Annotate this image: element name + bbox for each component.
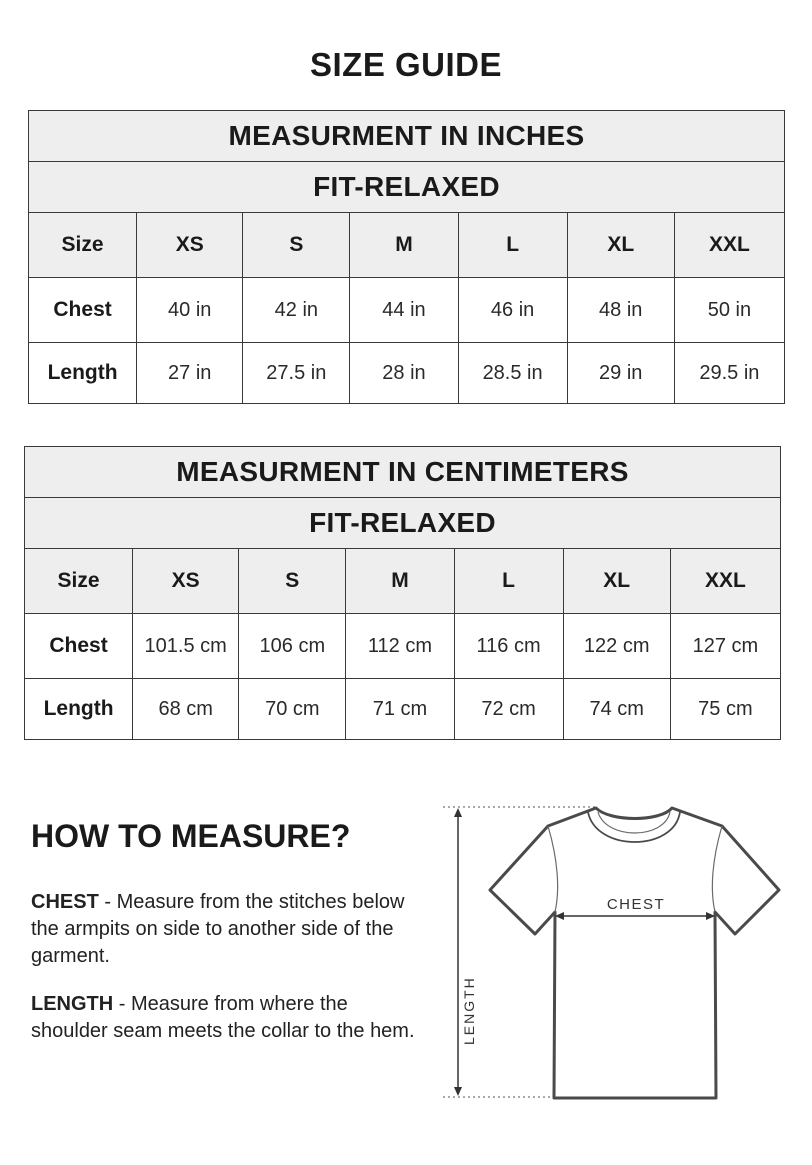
table-cell: 116 cm bbox=[454, 614, 563, 679]
size-header-l: L bbox=[458, 213, 567, 278]
row-label-length: Length bbox=[29, 343, 137, 404]
row-label-chest: Chest bbox=[25, 614, 133, 679]
table-cell: 48 in bbox=[567, 278, 674, 343]
inches-size-table bbox=[28, 110, 785, 404]
length-arrow-head-bottom bbox=[454, 1087, 462, 1096]
size-header-xl: XL bbox=[567, 213, 674, 278]
size-header-xl: XL bbox=[563, 549, 670, 614]
size-header-m: M bbox=[350, 213, 458, 278]
table-cell: 27 in bbox=[137, 343, 243, 404]
size-header-l: L bbox=[454, 549, 563, 614]
chest-term: CHEST bbox=[31, 891, 99, 913]
inches-size-header-row bbox=[29, 213, 785, 278]
table-cell: 72 cm bbox=[454, 679, 563, 740]
table-cell: 44 in bbox=[350, 278, 458, 343]
table-row bbox=[29, 278, 785, 343]
table-cell: 46 in bbox=[458, 278, 567, 343]
table-cell: 106 cm bbox=[239, 614, 346, 679]
table-row bbox=[29, 343, 785, 404]
row-label-chest: Chest bbox=[29, 278, 137, 343]
length-arrow-head-top bbox=[454, 808, 462, 817]
table-cell: 127 cm bbox=[670, 614, 780, 679]
inches-fit-label: FIT-RELAXED bbox=[29, 162, 785, 213]
table-row bbox=[25, 679, 781, 740]
table-cell: 29.5 in bbox=[674, 343, 784, 404]
table-row bbox=[25, 614, 781, 679]
size-header-label: Size bbox=[29, 213, 137, 278]
table-cell: 28 in bbox=[350, 343, 458, 404]
table-cell: 101.5 cm bbox=[133, 614, 239, 679]
chest-instruction bbox=[31, 889, 416, 970]
length-label: LENGTH bbox=[461, 976, 477, 1045]
table-cell: 40 in bbox=[137, 278, 243, 343]
table-cell: 112 cm bbox=[346, 614, 454, 679]
size-header-xxl: XXL bbox=[670, 549, 780, 614]
table-cell: 42 in bbox=[243, 278, 350, 343]
table-cell: 74 cm bbox=[563, 679, 670, 740]
size-header-xs: XS bbox=[137, 213, 243, 278]
table-cell: 71 cm bbox=[346, 679, 454, 740]
table-cell: 75 cm bbox=[670, 679, 780, 740]
size-header-label: Size bbox=[25, 549, 133, 614]
size-header-s: S bbox=[243, 213, 350, 278]
page-title: SIZE GUIDE bbox=[309, 46, 503, 83]
length-term: LENGTH bbox=[31, 993, 114, 1015]
table-cell: 27.5 in bbox=[243, 343, 350, 404]
table-cell: 28.5 in bbox=[458, 343, 567, 404]
cm-table-heading: MEASURMENT IN CENTIMETERS bbox=[25, 447, 781, 498]
chest-label: CHEST bbox=[606, 896, 666, 913]
table-cell: 122 cm bbox=[563, 614, 670, 679]
inches-table-heading: MEASURMENT IN INCHES bbox=[29, 111, 785, 162]
chest-instruction-text: - Measure from the stitches below the armpits on side to another side of the garment. bbox=[31, 891, 405, 967]
cm-size-header-row bbox=[25, 549, 781, 614]
tshirt-outline bbox=[490, 808, 779, 1098]
row-label-length: Length bbox=[25, 679, 133, 740]
size-header-xs: XS bbox=[133, 549, 239, 614]
length-instruction-text: - Measure from where the shoulder seam meets the collar to the hem. bbox=[31, 993, 415, 1042]
tshirt-icon bbox=[438, 800, 788, 1110]
table-cell: 29 in bbox=[567, 343, 674, 404]
size-header-xxl: XXL bbox=[674, 213, 784, 278]
length-instruction bbox=[31, 991, 416, 1045]
how-to-measure-title: HOW TO MEASURE? bbox=[31, 818, 351, 854]
size-header-m: M bbox=[346, 549, 454, 614]
table-cell: 68 cm bbox=[133, 679, 239, 740]
cm-fit-label: FIT-RELAXED bbox=[25, 498, 781, 549]
table-cell: 50 in bbox=[674, 278, 784, 343]
cm-size-table bbox=[24, 446, 781, 740]
table-cell: 70 cm bbox=[239, 679, 346, 740]
size-header-s: S bbox=[239, 549, 346, 614]
